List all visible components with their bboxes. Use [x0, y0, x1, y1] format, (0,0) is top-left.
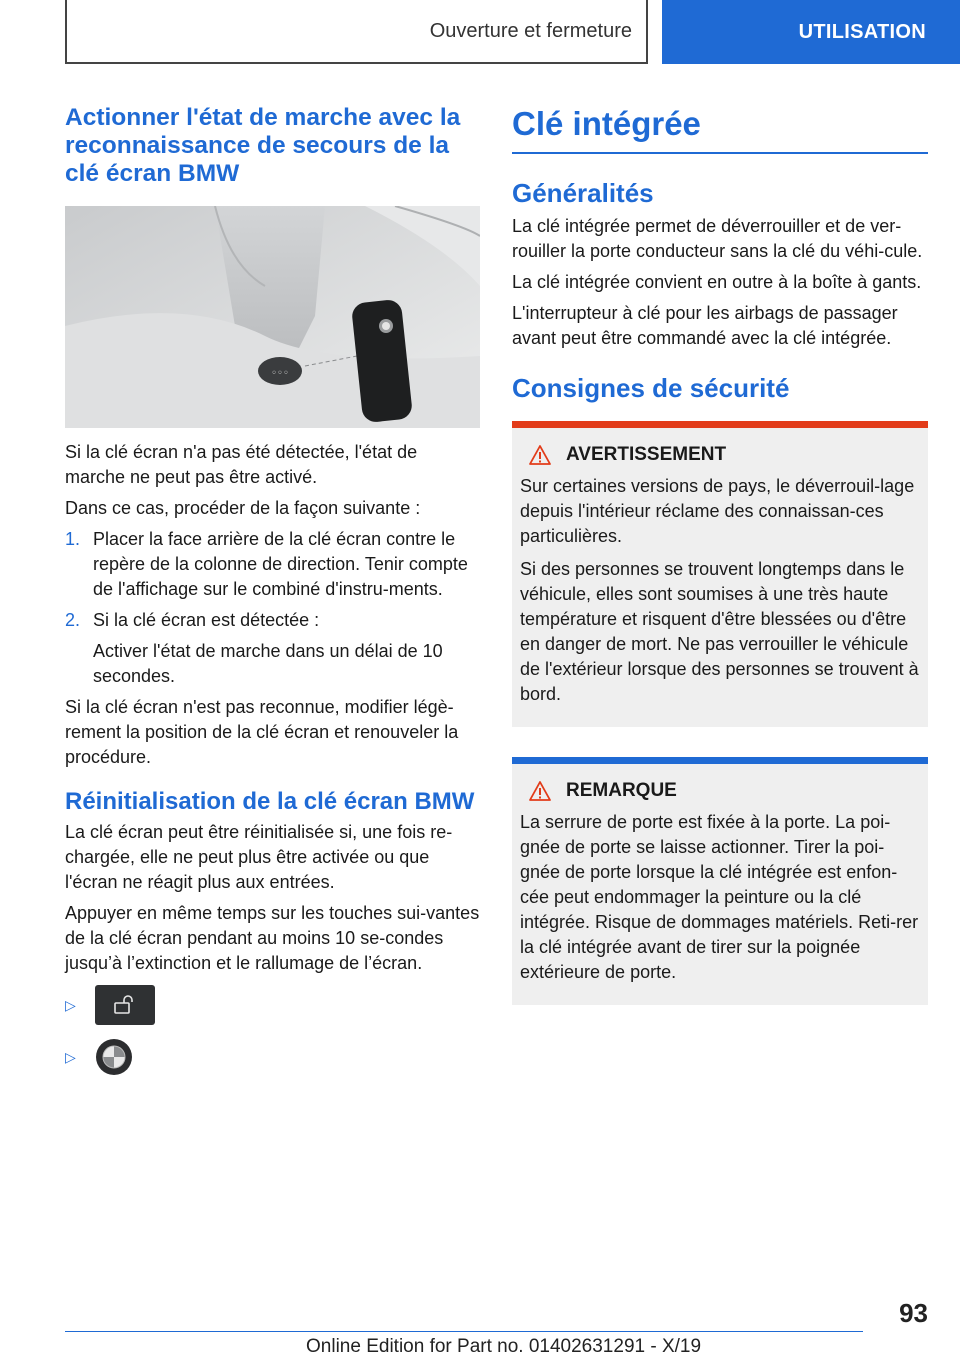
section-heading-reset: Réinitialisation de la clé écran BMW — [65, 788, 475, 815]
note-title — [520, 780, 920, 802]
bullet-triangle-icon: ▷ — [65, 996, 76, 1013]
page-number: 93 — [899, 1298, 928, 1328]
page-title: Clé intégrée — [512, 104, 928, 154]
left-column — [65, 104, 480, 1080]
paragraph-general-1: La clé intégrée permet de déverrouiller et de ver-rouiller la porte conducteur sans la clé du véhi-cule. — [512, 216, 923, 261]
paragraph-not-recognized: Si la clé écran n'est pas reconnue, modifier légè-rement la position de la clé écran et renouveler la procédure. — [65, 697, 459, 767]
step-number: 1. — [65, 529, 81, 549]
svg-text:◦◦◦: ◦◦◦ — [271, 368, 289, 379]
header-chapter — [65, 0, 648, 64]
header-section-tab[interactable] — [662, 0, 960, 64]
paragraph-reset-condition: La clé écran peut être réinitialisée si, une fois re-chargée, elle ne peut plus être activée ou que l'écran ne réagit plus aux entrées. — [65, 822, 453, 892]
step-text: Placer la face arrière de la clé écran contre le repère de la colonne de direction. Tenir compte de l'affichage sur le combiné d'instru-ments. — [93, 529, 468, 599]
steering-column-illustration — [65, 206, 480, 428]
bmw-logo-button-icon — [95, 1038, 133, 1076]
paragraph-procedure-intro: Dans ce cas, procéder de la façon suivante : — [65, 498, 421, 518]
list-item — [65, 608, 480, 633]
lock-button-icon — [95, 985, 155, 1025]
note-box — [512, 757, 928, 1005]
procedure-steps — [65, 527, 480, 633]
key-bmw-button-row — [65, 1034, 480, 1080]
step-text: Si la clé écran est détectée : — [93, 610, 320, 630]
paragraph-not-detected: Si la clé écran n'a pas été détectée, l'état de marche ne peut pas être activé. — [65, 442, 418, 487]
section-heading-general: Généralités — [512, 178, 654, 208]
warning-text-2: Si des personnes se trouvent longtemps dans le véhicule, elles sont soumises à une très haute température et risquent d'être blessées ou d'être en danger de mort. Ne pas verrouiller le véhicule de l'extérieur lorsque des personnes se trouvent à bord. — [520, 559, 919, 704]
section-heading-emergency-start: Actionner l'état de marche avec la reconnaissance de secours de la clé écran BMW — [65, 104, 461, 187]
footer-edition: Online Edition for Part no. 01402631291 - X/19 — [306, 1336, 702, 1357]
step-number: 2. — [65, 610, 81, 630]
warning-title — [520, 444, 920, 466]
warning-text-1: Sur certaines versions de pays, le déverrouil-lage depuis l'intérieur réclame des connaissan-ces particulières. — [520, 476, 915, 546]
paragraph-general-2: La clé intégrée convient en outre à la boîte à gants. — [512, 272, 922, 292]
footer-divider — [65, 1331, 863, 1332]
section-title: UTILISATION — [798, 20, 926, 43]
step-2-subtext: Activer l'état de marche dans un délai de 10 secondes. — [93, 641, 443, 686]
chapter-title: Ouverture et fermeture — [429, 19, 632, 42]
steering-column-key-photo — [65, 206, 480, 428]
section-heading-safety: Consignes de sécurité — [512, 373, 790, 403]
note-label: REMARQUE — [566, 780, 677, 801]
warning-box — [512, 421, 928, 727]
right-column — [512, 104, 928, 1005]
warning-triangle-icon — [528, 780, 552, 802]
key-lock-button-row — [65, 982, 480, 1028]
warning-triangle-icon — [528, 444, 552, 466]
bullet-triangle-icon: ▷ — [65, 1048, 76, 1065]
note-text: La serrure de porte est fixée à la porte. La poi-gnée de porte se laisse actionner. Tirer la poi-gnée de porte lorsque la clé intégrée est enfon-cée peut endommager la peinture ou la clé intégrée. Risque de dommages matériels. Reti-rer la clé intégrée avant de tirer sur la poignée extérieure de porte. — [520, 812, 919, 982]
list-item — [65, 527, 480, 602]
paragraph-reset-instruction: Appuyer en même temps sur les touches sui-vantes de la clé écran pendant au moins 10 se-condes jusqu’à l’extinction et le rallumage de l’écran. — [65, 903, 480, 973]
paragraph-general-3: L'interrupteur à clé pour les airbags de passager avant peut être commandé avec la clé intégrée. — [512, 303, 898, 348]
warning-label: AVERTISSEMENT — [566, 444, 727, 465]
